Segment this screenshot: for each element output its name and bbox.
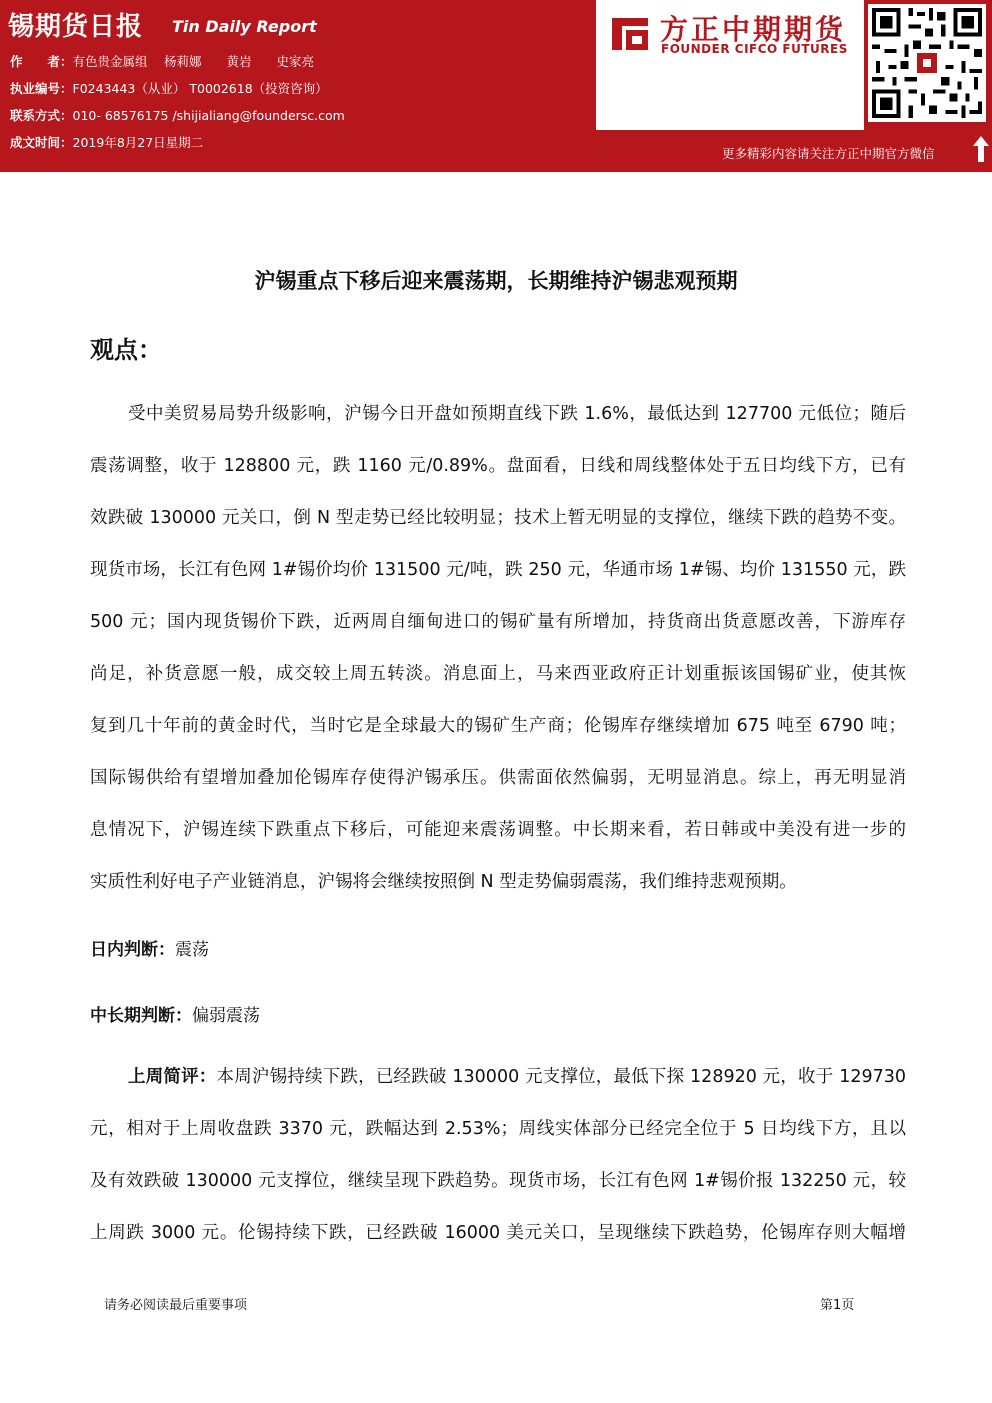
- longterm-value: 偏弱震荡: [192, 1006, 260, 1026]
- paragraph-line: 受中美贸易局势升级影响，沪锡今日开盘如预期直线下跌 1.6%，最低达到 127700 元低位；随后: [128, 404, 906, 424]
- review-line: 元，相对于上周收盘跌 3370 元，跌幅达到 2.53%；周线实体部分已经完全位于 5 日均线下方，且以: [90, 1119, 906, 1139]
- review-label: 上周简评：: [128, 1067, 217, 1087]
- company-logo-icon: [608, 14, 652, 54]
- longterm-label: 中长期判断：: [90, 1006, 192, 1026]
- meta-label: 作 者：: [10, 54, 73, 69]
- review-text: 本周沪锡持续下跌，已经跌破 130000 元支撑位，最低下探 128920 元，收于 129730: [216, 1067, 906, 1087]
- meta-license: [10, 79, 328, 97]
- longterm-judgement: [90, 1001, 260, 1026]
- review-first-line: [128, 1064, 906, 1090]
- meta-date: [10, 133, 203, 151]
- paragraph-line: 震荡调整，收于 128800 元，跌 1160 元/0.89%。盘面看，日线和周线整体处于五日均线下方，已有: [90, 456, 906, 476]
- review-line: 及有效跌破 130000 元支撑位，继续呈现下跌趋势。现货市场，长江有色网 1#锡价报 132250 元，较: [90, 1171, 906, 1191]
- meta-value: 2019年8月27日星期二: [72, 135, 204, 150]
- meta-label: 成文时间：: [10, 135, 73, 150]
- meta-value: 010- 68576175 /shijialiang@foundersc.com: [72, 108, 345, 123]
- report-title-cn: 锡期货日报: [8, 12, 144, 42]
- meta-contact: [10, 106, 345, 124]
- wechat-qr-code-icon: [868, 4, 986, 122]
- intraday-judgement: [90, 935, 209, 960]
- paragraph-line: 国际锡供给有望增加叠加伦锡库存使得沪锡承压。供需面依然偏弱，无明显消息。综上，再无明显消: [90, 768, 906, 788]
- paragraph-line: 500 元；国内现货锡价下跌，近两周自缅甸进口的锡矿量有所增加，持货商出货意愿改善，下游库存: [90, 612, 906, 632]
- paragraph-line: 现货市场，长江有色网 1#锡价均价 131500 元/吨，跌 250 元，华通市场 1#锡、均价 131550 元，跌: [90, 560, 906, 580]
- header-banner: [0, 0, 992, 172]
- intraday-label: 日内判断：: [90, 940, 175, 960]
- paragraph-line: 效跌破 130000 元关口，倒 N 型走势已经比较明显；技术上暂无明显的支撑位，继续下跌的趋势不变。: [90, 508, 906, 528]
- page-number: 第1页: [820, 1298, 855, 1313]
- meta-value: 有色贵金属组 杨莉娜 黄岩 史家亮: [72, 54, 314, 69]
- review-line: 上周跌 3000 元。伦锡持续下跌，已经跌破 16000 美元关口，呈现继续下跌趋势，伦锡库存则大幅增: [90, 1223, 906, 1243]
- meta-authors: [10, 52, 314, 70]
- arrow-up-icon: [973, 136, 989, 162]
- section-title: 观点：: [90, 336, 162, 364]
- meta-label: 联系方式：: [10, 108, 73, 123]
- intraday-value: 震荡: [175, 940, 209, 960]
- company-name-cn: 方正中期期货: [660, 13, 847, 46]
- follow-wechat-text: 更多精彩内容请关注方正中期官方微信: [722, 146, 935, 161]
- meta-value: F0243443（从业） T0002618（投资咨询）: [72, 81, 328, 96]
- meta-label: 执业编号：: [10, 81, 73, 96]
- company-name-en: FOUNDER CIFCO FUTURES: [661, 42, 848, 56]
- paragraph-line: 复到几十年前的黄金时代，当时它是全球最大的锡矿生产商；伦锡库存继续增加 675 吨至 6790 吨；: [90, 716, 906, 736]
- paragraph-line: 实质性利好电子产业链消息，沪锡将会继续按照倒 N 型走势偏弱震荡，我们维持悲观预期。: [90, 872, 797, 892]
- report-title-en: Tin Daily Report: [172, 17, 317, 36]
- paragraph-line: 尚足，补货意愿一般，成交较上周五转淡。消息面上，马来西亚政府正计划重振该国锡矿业，使其恢: [90, 664, 906, 684]
- headline: 沪锡重点下移后迎来震荡期，长期维持沪锡悲观预期: [254, 269, 738, 293]
- paragraph-line: 息情况下，沪锡连续下跌重点下移后，可能迎来震荡调整。中长期来看，若日韩或中美没有进一步的: [90, 820, 906, 840]
- footer-notice: 请务必阅读最后重要事项: [104, 1298, 248, 1313]
